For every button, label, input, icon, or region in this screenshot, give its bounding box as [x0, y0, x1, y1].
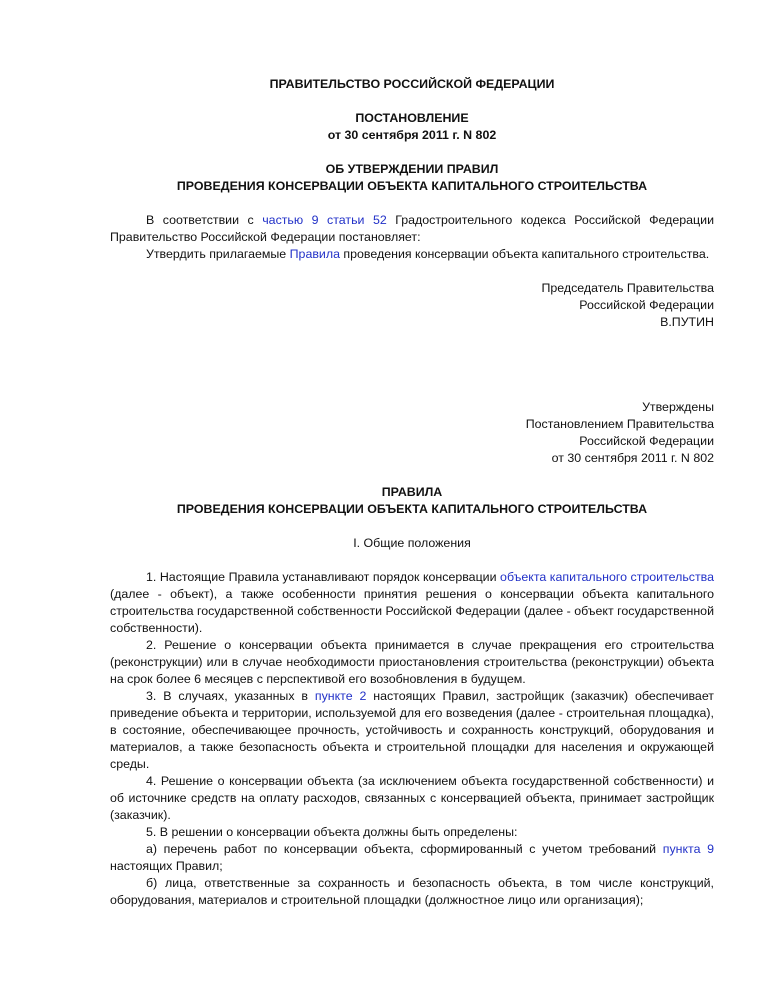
signature-country: Российской Федерации: [579, 298, 714, 312]
preamble-paragraph-2: Утвердить прилагаемые Правила проведения консервации объекта капитального строительства.: [146, 247, 710, 261]
rules-title-line2: ПРОВЕДЕНИЯ КОНСЕРВАЦИИ ОБЪЕКТА КАПИТАЛЬНОГО СТРОИТЕЛЬСТВА: [176, 502, 648, 516]
section-heading: I. Общие положения: [353, 536, 471, 550]
document-type: ПОСТАНОВЛЕНИЕ: [355, 111, 469, 125]
approval-line-3: Российской Федерации: [579, 434, 714, 448]
signature-name: В.ПУТИН: [660, 315, 714, 329]
rules-title-line1: ПРАВИЛА: [381, 485, 443, 499]
link-item-9[interactable]: пункта 9: [662, 842, 714, 856]
approval-line-2: Постановлением Правительства: [525, 417, 714, 431]
rule-item-5a: а) перечень работ по консервации объекта, сформированный с учетом требований пункта 9 настоящих Правил;: [110, 842, 714, 873]
link-rules[interactable]: Правила: [289, 247, 340, 261]
preamble-paragraph-1: В соответствии с частью 9 статьи 52 Градостроительного кодекса Российской Федерации Правительство Российской Федерации постановляет:: [110, 213, 715, 244]
rule-item-4: 4. Решение о консервации объекта (за исключением объекта государственной собственности) и об источнике средств на оплату расходов, связанных с консервацией объекта, принимает застройщик (заказчик).: [110, 774, 714, 822]
document-title-line2: ПРОВЕДЕНИЯ КОНСЕРВАЦИИ ОБЪЕКТА КАПИТАЛЬНОГО СТРОИТЕЛЬСТВА: [176, 179, 648, 193]
rule-item-2: 2. Решение о консервации объекта принимается в случае прекращения его строительства (реконструкции) или в случае необходимости приостановления строительства (реконструкции) объекта на срок более 6 месяцев с перспективой его возобновления в будущем.: [110, 638, 714, 686]
government-header: ПРАВИТЕЛЬСТВО РОССИЙСКОЙ ФЕДЕРАЦИИ: [269, 77, 555, 91]
rule-item-5b: б) лица, ответственные за сохранность и безопасность объекта, в том числе конструкций, оборудования, материалов и строительной площадки (должностное лицо или организация);: [110, 876, 714, 907]
approval-line-4: от 30 сентября 2011 г. N 802: [551, 451, 714, 465]
document-content: [110, 76, 714, 909]
link-capital-object[interactable]: объекта капитального строительства: [500, 570, 714, 584]
document-date: от 30 сентября 2011 г. N 802: [327, 128, 497, 142]
document-title-line1: ОБ УТВЕРЖДЕНИИ ПРАВИЛ: [325, 162, 499, 176]
approval-line-1: Утверждены: [642, 400, 714, 414]
rule-item-3: 3. В случаях, указанных в пункте 2 настоящих Правил, застройщик (заказчик) обеспечивает приведение объекта и территории, используемой для его возведения (далее - строительная площадка), в состояние, обеспечивающее прочность, устойчивость и сохранность конструкций, оборудования и материалов, а также безопасность объекта и строительной площадки для населения и окружающей среды.: [110, 689, 714, 771]
rule-item-1: 1. Настоящие Правила устанавливают порядок консервации объекта капитального строительства (далее - объект), а также особенности принятия решения о консервации объекта капитального строительства государственной собственности Российской Федерации (далее - объект государственной собственности).: [110, 570, 714, 635]
link-article-52[interactable]: частью 9 статьи 52: [262, 213, 387, 227]
rule-item-5: 5. В решении о консервации объекта должны быть определены:: [146, 825, 518, 839]
link-item-2[interactable]: пункте 2: [314, 689, 367, 703]
signature-position: Председатель Правительства: [541, 281, 714, 295]
